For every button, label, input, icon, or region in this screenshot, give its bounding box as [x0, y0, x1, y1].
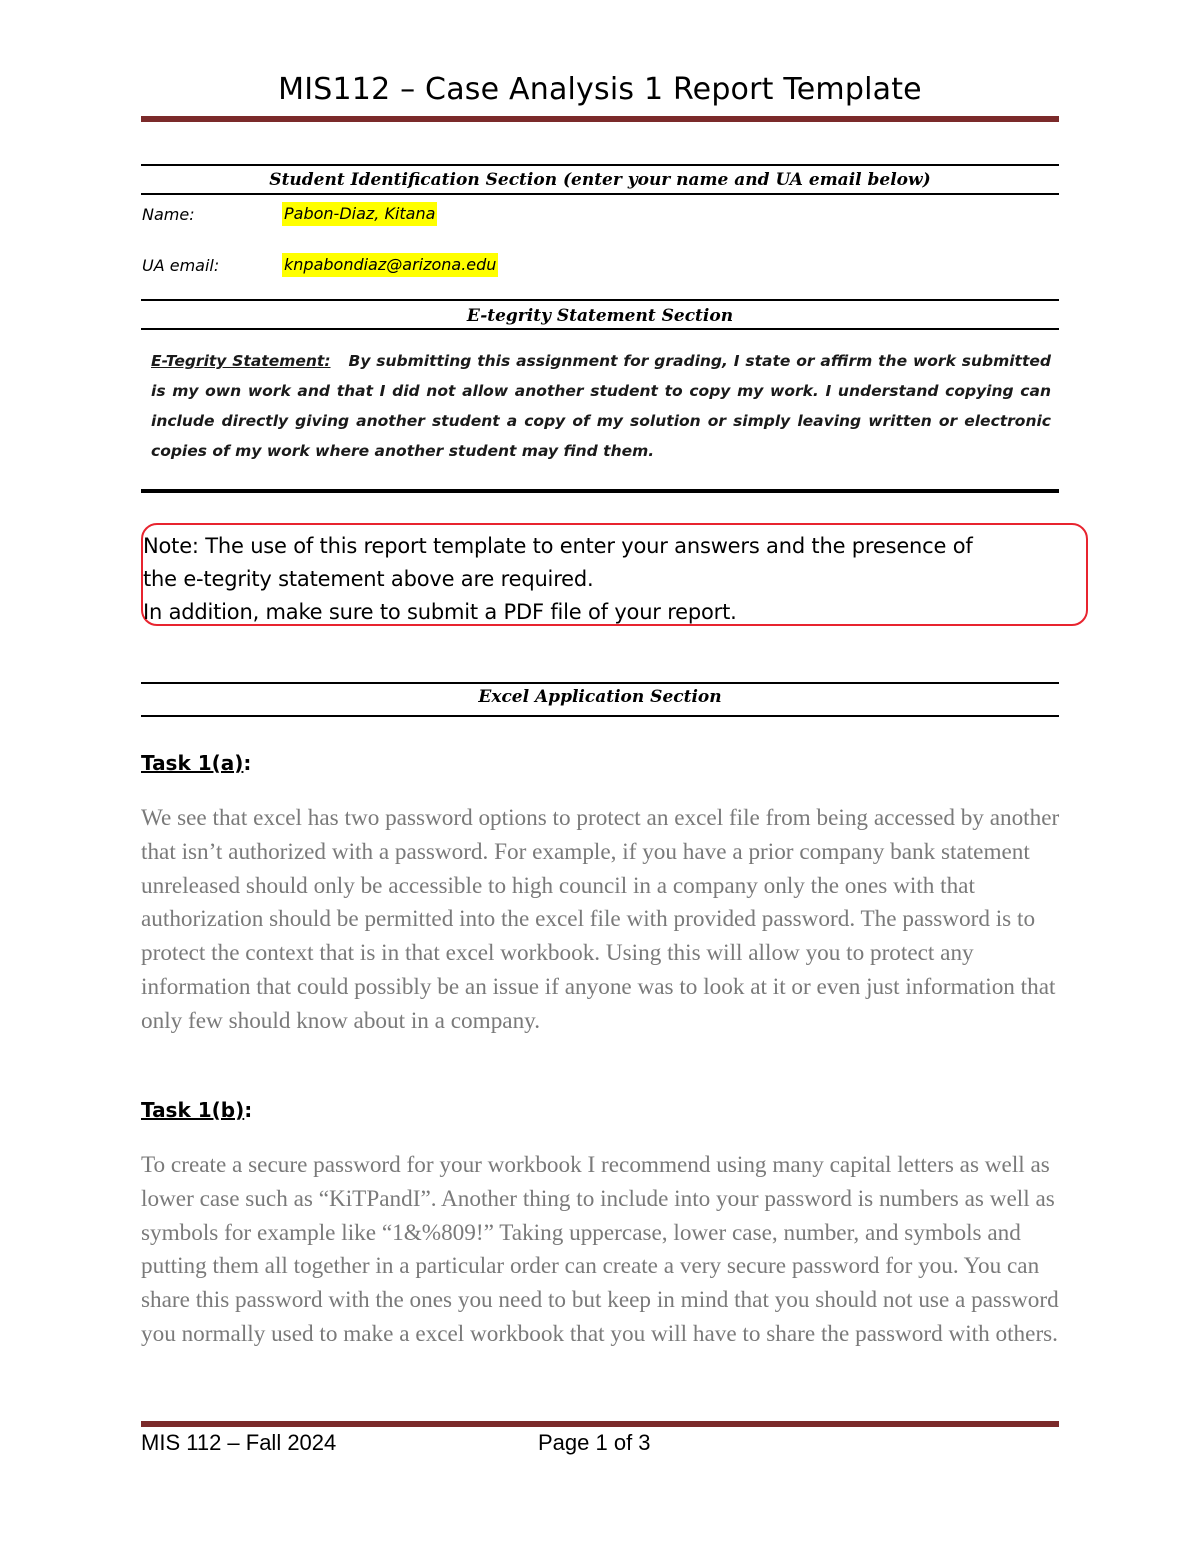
task-1b-label: Task 1(b) [141, 1098, 245, 1122]
section-top-rule [141, 299, 1059, 301]
section-top-rule [141, 682, 1059, 684]
etegrity-statement [151, 346, 1051, 466]
footer-course: MIS 112 – Fall 2024 [141, 1430, 337, 1455]
task-1b-answer: To create a secure password for your workbook I recommend using many capital letters as well as lower case such as “KiTPandI”. Another thing to include into your password is numbers as well as symbols for example like “1&%809!” Taking uppercase, lower case, number, and symbols and putting them all together in a particular order can create a very secure password for you. You can share this password with the ones you need to but keep in mind that you should not use a password you normally used to make a excel workbook that you will have to share the password with others. [141, 1152, 1059, 1347]
section-top-rule [141, 164, 1059, 166]
excel-section-heading: Excel Application Section [478, 687, 722, 707]
footer-divider [141, 1421, 1059, 1427]
email-value: knpabondiaz@arizona.edu [282, 253, 498, 277]
note-line: the e-tegrity statement above are required. [143, 567, 594, 591]
etegrity-end-rule [141, 489, 1059, 493]
task-1a-heading [141, 751, 251, 775]
task-1a-label: Task 1(a) [141, 751, 244, 775]
task-1a-colon: : [243, 751, 252, 775]
etegrity-section-heading: E-tegrity Statement Section [466, 306, 734, 326]
section-bottom-rule [141, 328, 1059, 330]
email-label: UA email: [142, 256, 220, 275]
section-bottom-rule [141, 715, 1059, 717]
etegrity-lead: E-Tegrity Statement: [151, 352, 331, 370]
task-1a-answer: We see that excel has two password options to protect an excel file from being accessed by another that isn’t authorized with a password. For example, if you have a prior company bank statement unreleased should only be accessible to high council in a company only the ones with that authorization should be permitted into the excel file with provided password. The password is to protect the context that is in that excel workbook. Using this will allow you to protect any information that could possibly be an issue if anyone was to look at it or even just information that only few should know about in a company. [141, 805, 1060, 1034]
document-title: MIS112 – Case Analysis 1 Report Template [278, 72, 922, 107]
section-bottom-rule [141, 193, 1059, 195]
footer-page-number: Page 1 of 3 [538, 1430, 651, 1455]
name-value: Pabon-Diaz, Kitana [282, 202, 437, 226]
note-line: Note: The use of this report template to enter your answers and the presence of [143, 534, 973, 558]
note-text [143, 530, 1083, 629]
note-line: In addition, make sure to submit a PDF file of your report. [143, 600, 737, 624]
name-label: Name: [142, 205, 195, 224]
title-divider [141, 116, 1059, 122]
task-1b-colon: : [244, 1098, 253, 1122]
student-section-heading: Student Identification Section (enter your name and UA email below) [269, 170, 931, 190]
task-1b-heading [141, 1098, 252, 1122]
etegrity-text: By submitting this assignment for grading, I state or affirm the work submitted is my own work and that I did not allow another student to copy my work. I understand copying can include directly giving another student a copy of my solution or simply leaving written or electronic copies of my work where another student may find them. [151, 352, 1051, 460]
